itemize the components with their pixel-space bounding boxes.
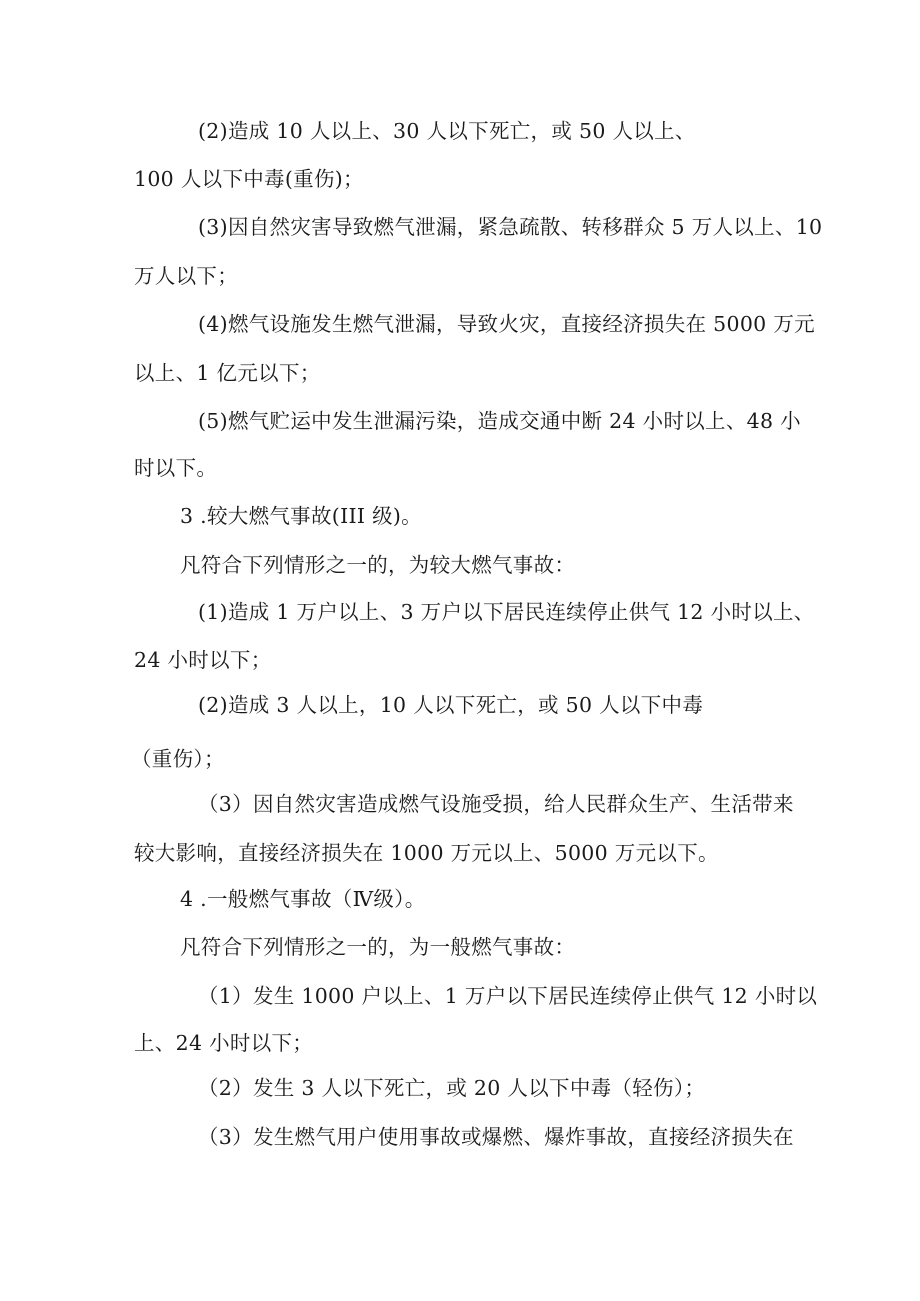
paragraph-line: (4)燃气设施发生燃气泄漏，导致火灾，直接经济损失在 5000 万元 (198, 312, 815, 336)
paragraph-line: 万人以下； (134, 264, 238, 288)
section-heading: 4 .一般燃气事故（Ⅳ级）。 (180, 887, 426, 911)
paragraph-line: 100 人以下中毒(重伤)； (134, 167, 364, 191)
paragraph-line: (1)造成 1 万户以上、3 万户以下居民连续停止供气 12 小时以上、 (198, 600, 815, 624)
paragraph-line: 凡符合下列情形之一的，为较大燃气事故： (180, 553, 576, 577)
paragraph-line: （1）发生 1000 户以上、1 万户以下居民连续停止供气 12 小时以 (198, 984, 818, 1008)
paragraph-line: （3）因自然灾害造成燃气设施受损，给人民群众生产、生活带来 (198, 792, 794, 816)
paragraph-line: (3)因自然灾害导致燃气泄漏，紧急疏散、转移群众 5 万人以上、10 (198, 215, 823, 239)
paragraph-line: 24 小时以下； (134, 648, 272, 672)
section-heading: 3 .较大燃气事故(III 级)。 (180, 504, 422, 528)
paragraph-line: 较大影响，直接经济损失在 1000 万元以上、5000 万元以下。 (134, 841, 719, 865)
paragraph-line: 凡符合下列情形之一的，为一般燃气事故： (180, 935, 576, 959)
paragraph-line: （2）发生 3 人以下死亡，或 20 人以下中毒（轻伤）； (198, 1076, 706, 1100)
paragraph-line: (2)造成 3 人以上，10 人以下死亡，或 50 人以下中毒 (198, 693, 704, 717)
paragraph-line: （重伤）； (131, 747, 225, 771)
paragraph-line: 时以下。 (134, 456, 218, 480)
paragraph-line: 以上、1 亿元以下； (134, 361, 321, 385)
paragraph-line: （3）发生燃气用户使用事故或爆燃、爆炸事故，直接经济损失在 (198, 1125, 794, 1149)
paragraph-line: 上、24 小时以下； (134, 1031, 314, 1055)
paragraph-line: (2)造成 10 人以上、30 人以下死亡，或 50 人以上、 (198, 119, 696, 143)
paragraph-line: (5)燃气贮运中发生泄漏污染，造成交通中断 24 小时以上、48 小 (198, 409, 801, 433)
